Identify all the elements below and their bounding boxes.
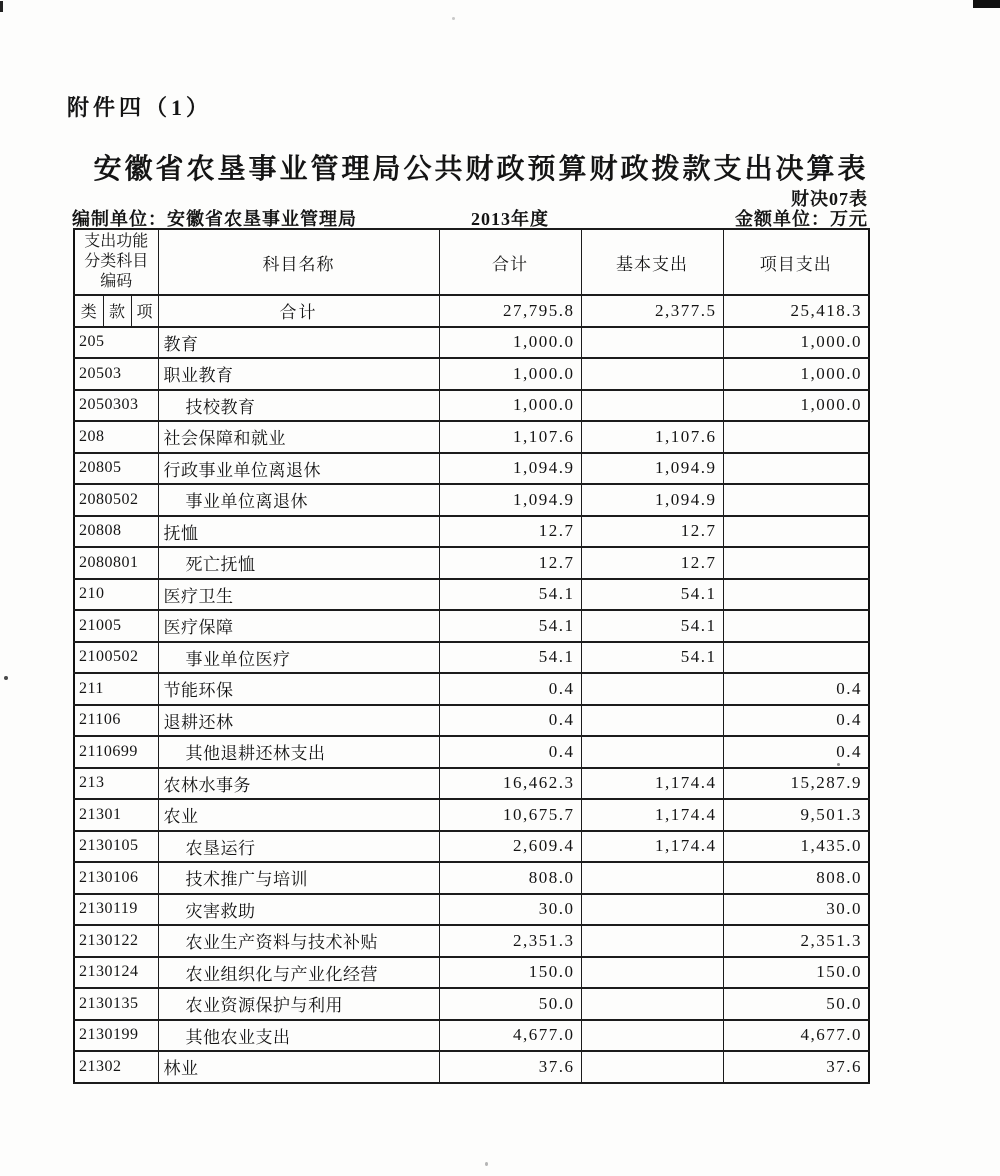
cell-basic: 12.7 — [581, 516, 723, 548]
cell-code: 2130135 — [74, 988, 158, 1020]
table-row — [74, 1051, 869, 1083]
fiscal-year-label: 2013年度 — [471, 209, 549, 229]
summary-basic: 2,377.5 — [581, 295, 723, 327]
cell-name: 农业 — [158, 799, 439, 831]
cell-name: 抚恤 — [158, 516, 439, 548]
col-header-code: 支出功能分类科目编码 — [74, 229, 158, 295]
table-row — [74, 642, 869, 674]
table-row — [74, 673, 869, 705]
cell-basic — [581, 705, 723, 737]
table-row — [74, 579, 869, 611]
cell-basic: 1,174.4 — [581, 768, 723, 800]
cell-code: 21301 — [74, 799, 158, 831]
cell-name: 灾害救助 — [158, 894, 439, 926]
cell-project — [723, 579, 869, 611]
cell-name: 职业教育 — [158, 358, 439, 390]
cell-name: 农林水事务 — [158, 768, 439, 800]
table-row — [74, 799, 869, 831]
cell-total: 150.0 — [439, 957, 581, 989]
cell-project: 2,351.3 — [723, 925, 869, 957]
cell-project — [723, 453, 869, 485]
summary-project: 25,418.3 — [723, 295, 869, 327]
cell-total: 1,094.9 — [439, 484, 581, 516]
cell-name: 行政事业单位离退休 — [158, 453, 439, 485]
cell-basic — [581, 736, 723, 768]
page-title: 安徽省农垦事业管理局公共财政预算财政拨款支出决算表 — [93, 154, 869, 185]
cell-code: 2080801 — [74, 547, 158, 579]
cell-code: 2050303 — [74, 390, 158, 422]
table-row — [74, 736, 869, 768]
cell-name: 事业单位医疗 — [158, 642, 439, 674]
cell-basic: 1,107.6 — [581, 421, 723, 453]
cell-total: 1,107.6 — [439, 421, 581, 453]
attachment-label: 附件四（1） — [67, 95, 213, 120]
summary-total: 27,795.8 — [439, 295, 581, 327]
cell-project — [723, 642, 869, 674]
col-header-project: 项目支出 — [723, 229, 869, 295]
expenditure-table — [73, 228, 870, 1084]
scan-artifact — [973, 0, 1000, 8]
col-header-total: 合计 — [439, 229, 581, 295]
cell-code: 2130124 — [74, 957, 158, 989]
cell-basic: 1,094.9 — [581, 453, 723, 485]
cell-basic: 1,174.4 — [581, 831, 723, 863]
cell-total: 16,462.3 — [439, 768, 581, 800]
table-row — [74, 988, 869, 1020]
cell-name: 技校教育 — [158, 390, 439, 422]
cell-total: 2,609.4 — [439, 831, 581, 863]
cell-project: 4,677.0 — [723, 1020, 869, 1052]
cell-total: 2,351.3 — [439, 925, 581, 957]
cell-name: 退耕还林 — [158, 705, 439, 737]
cell-total: 37.6 — [439, 1051, 581, 1083]
cell-basic: 54.1 — [581, 579, 723, 611]
cell-total: 54.1 — [439, 610, 581, 642]
cell-total: 1,000.0 — [439, 358, 581, 390]
cell-name: 技术推广与培训 — [158, 862, 439, 894]
cell-total: 0.4 — [439, 736, 581, 768]
summary-name: 合计 — [158, 295, 439, 327]
cell-basic — [581, 390, 723, 422]
col-header-basic: 基本支出 — [581, 229, 723, 295]
cell-project: 50.0 — [723, 988, 869, 1020]
cell-basic — [581, 358, 723, 390]
cell-name: 农业组织化与产业化经营 — [158, 957, 439, 989]
scan-artifact — [485, 1162, 488, 1166]
cell-total: 54.1 — [439, 579, 581, 611]
amount-unit-label: 金额单位：万元 — [735, 209, 868, 229]
cell-name: 死亡抚恤 — [158, 547, 439, 579]
table-row — [74, 516, 869, 548]
cell-code: 211 — [74, 673, 158, 705]
cell-basic: 1,094.9 — [581, 484, 723, 516]
cell-total: 1,000.0 — [439, 327, 581, 359]
table-row — [74, 831, 869, 863]
cell-code: 2130119 — [74, 894, 158, 926]
cell-basic — [581, 957, 723, 989]
cell-total: 10,675.7 — [439, 799, 581, 831]
cell-total: 50.0 — [439, 988, 581, 1020]
cell-project: 0.4 — [723, 705, 869, 737]
cell-project: 1,000.0 — [723, 327, 869, 359]
table-row — [74, 894, 869, 926]
cell-name: 林业 — [158, 1051, 439, 1083]
col-header-name: 科目名称 — [158, 229, 439, 295]
table-row — [74, 453, 869, 485]
table-header-row — [74, 229, 869, 295]
info-line — [0, 205, 1000, 228]
cell-code: 208 — [74, 421, 158, 453]
cell-code: 2100502 — [74, 642, 158, 674]
cell-project — [723, 547, 869, 579]
cell-code: 213 — [74, 768, 158, 800]
table-row — [74, 1020, 869, 1052]
summary-row — [74, 295, 869, 327]
table-row — [74, 327, 869, 359]
cell-total: 12.7 — [439, 547, 581, 579]
cell-basic — [581, 1051, 723, 1083]
cell-total: 0.4 — [439, 705, 581, 737]
table-row — [74, 610, 869, 642]
table-row — [74, 862, 869, 894]
form-code-label: 财决07表 — [791, 189, 868, 209]
cell-project: 150.0 — [723, 957, 869, 989]
cell-project: 1,435.0 — [723, 831, 869, 863]
cell-code: 2130199 — [74, 1020, 158, 1052]
cell-project: 15,287.9 — [723, 768, 869, 800]
cell-name: 事业单位离退休 — [158, 484, 439, 516]
cell-name: 农业资源保护与利用 — [158, 988, 439, 1020]
cell-name: 农垦运行 — [158, 831, 439, 863]
cell-name: 农业生产资料与技术补贴 — [158, 925, 439, 957]
cell-total: 12.7 — [439, 516, 581, 548]
cell-project — [723, 610, 869, 642]
cell-code: 21302 — [74, 1051, 158, 1083]
cell-name: 节能环保 — [158, 673, 439, 705]
cell-code: 2130106 — [74, 862, 158, 894]
scan-artifact — [4, 676, 8, 680]
cell-basic: 54.1 — [581, 642, 723, 674]
cell-project: 1,000.0 — [723, 390, 869, 422]
cell-project: 30.0 — [723, 894, 869, 926]
cell-code: 20805 — [74, 453, 158, 485]
cell-basic — [581, 673, 723, 705]
cell-code: 21005 — [74, 610, 158, 642]
cell-total: 1,000.0 — [439, 390, 581, 422]
cell-code: 2130105 — [74, 831, 158, 863]
cell-name: 教育 — [158, 327, 439, 359]
cell-project: 808.0 — [723, 862, 869, 894]
cell-basic — [581, 988, 723, 1020]
cell-project — [723, 484, 869, 516]
cell-name: 其他退耕还林支出 — [158, 736, 439, 768]
cell-name: 其他农业支出 — [158, 1020, 439, 1052]
cell-code: 2110699 — [74, 736, 158, 768]
cell-project — [723, 421, 869, 453]
cell-project: 0.4 — [723, 736, 869, 768]
cell-total: 54.1 — [439, 642, 581, 674]
cell-name: 社会保障和就业 — [158, 421, 439, 453]
cell-project — [723, 516, 869, 548]
cell-basic — [581, 327, 723, 359]
cell-code: 210 — [74, 579, 158, 611]
cell-total: 0.4 — [439, 673, 581, 705]
table-row — [74, 421, 869, 453]
cell-total: 4,677.0 — [439, 1020, 581, 1052]
cell-project: 9,501.3 — [723, 799, 869, 831]
cell-code: 20808 — [74, 516, 158, 548]
sub-header-kuan: 款 — [103, 295, 131, 327]
scan-artifact — [0, 1, 3, 12]
scan-artifact — [837, 763, 840, 766]
table-row — [74, 484, 869, 516]
cell-project: 1,000.0 — [723, 358, 869, 390]
cell-basic: 1,174.4 — [581, 799, 723, 831]
table-row — [74, 957, 869, 989]
table-row — [74, 547, 869, 579]
sub-header-xiang: 项 — [131, 295, 158, 327]
cell-total: 808.0 — [439, 862, 581, 894]
table-body — [74, 327, 869, 1083]
cell-project: 37.6 — [723, 1051, 869, 1083]
cell-code: 205 — [74, 327, 158, 359]
cell-code: 21106 — [74, 705, 158, 737]
prepared-by-label: 编制单位：安徽省农垦事业管理局 — [72, 209, 357, 229]
cell-basic: 54.1 — [581, 610, 723, 642]
table-row — [74, 358, 869, 390]
scan-artifact — [452, 17, 455, 20]
cell-basic — [581, 862, 723, 894]
cell-name: 医疗卫生 — [158, 579, 439, 611]
table-row — [74, 925, 869, 957]
cell-total: 1,094.9 — [439, 453, 581, 485]
sub-header-lei: 类 — [74, 295, 103, 327]
table-row — [74, 390, 869, 422]
cell-basic: 12.7 — [581, 547, 723, 579]
cell-total: 30.0 — [439, 894, 581, 926]
cell-basic — [581, 894, 723, 926]
table-row — [74, 768, 869, 800]
cell-code: 2130122 — [74, 925, 158, 957]
cell-code: 20503 — [74, 358, 158, 390]
cell-basic — [581, 925, 723, 957]
cell-code: 2080502 — [74, 484, 158, 516]
cell-project: 0.4 — [723, 673, 869, 705]
table-row — [74, 705, 869, 737]
cell-basic — [581, 1020, 723, 1052]
cell-name: 医疗保障 — [158, 610, 439, 642]
